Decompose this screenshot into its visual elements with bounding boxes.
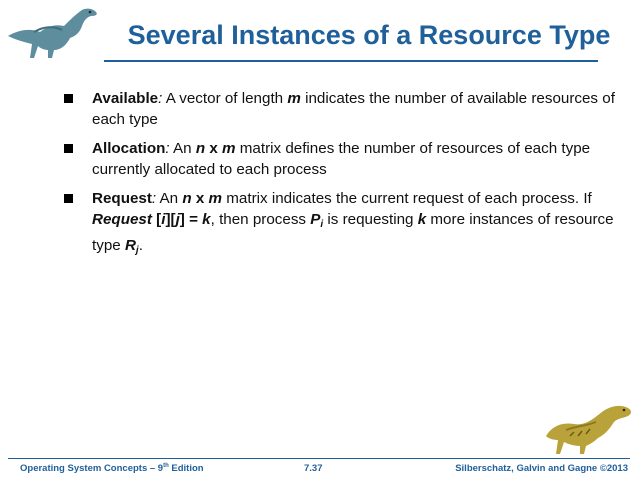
slide-title: Several Instances of a Resource Type (127, 20, 611, 50)
bullet-available: Available: A vector of length m indicates the number of available resources of each type (62, 88, 622, 130)
bullet-list (62, 88, 622, 269)
square-bullet-icon (64, 94, 73, 103)
title-divider (104, 60, 598, 62)
footer-book-title: Operating System Concepts – 9th Edition (20, 463, 204, 474)
bullet-request: Request: An n x m matrix indicates the current request of each process. If Request [i][j] = k, then process $P_i$ is requesting k more instances of resource type $R_j$. (62, 188, 622, 261)
bullet-allocation: Allocation: An n x m matrix defines the number of resources of each type currently allocated to each process (62, 138, 622, 180)
square-bullet-icon (64, 194, 73, 203)
footer-copyright: Silberschatz, Galvin and Gagne ©2013 (455, 463, 628, 474)
square-bullet-icon (64, 144, 73, 153)
footer-page-number: 7.37 (304, 463, 323, 474)
dinosaur-illustration-icon (540, 396, 636, 458)
footer-divider (8, 458, 630, 459)
dinosaur-logo-icon (4, 2, 104, 62)
